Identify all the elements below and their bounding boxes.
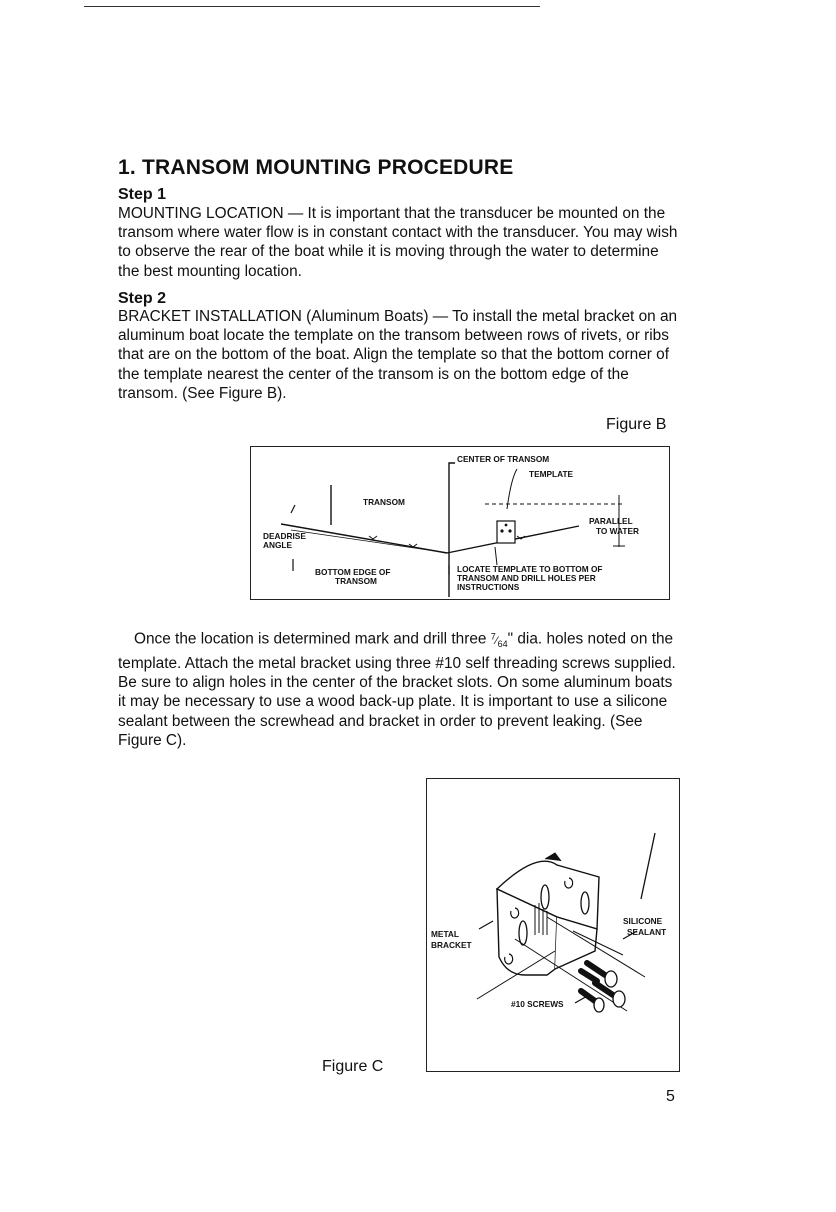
screw (581, 971, 597, 981)
fraction-seven-sixty-fourths: $^7⁄_{64}$ (490, 631, 508, 649)
paragraph-3-part-2: " dia. holes noted on the template. Attach the metal bracket using three #10 self threading screws supplied. Be sure to align holes in the center of the bracket slots. On some aluminum boats it may be necessary to use a wood back-up plate. It is important to use a silicone sealant between the screwhead and bracket in order to prevent leaking. (See Figure C). (118, 630, 676, 749)
deadrise-reference (291, 530, 449, 553)
step-2-heading: Step 2 (118, 290, 167, 307)
label-template: TEMPLATE (529, 469, 574, 479)
step-1-text: MOUNTING LOCATION — It is important that the transducer be mounted on the transom where water flow is in constant contact with the transducer. You may wish to observe the rear of the boat while it is moving through the water to determine the best mounting location. (118, 205, 678, 280)
template-hole (500, 529, 503, 532)
paragraph-3 (118, 627, 678, 750)
label-deadrise: DEADRISE (263, 531, 306, 541)
template-leader (507, 469, 517, 509)
bracket-slot (519, 921, 527, 945)
paragraph-3-part-1: Once the location is determined mark and drill three (134, 630, 491, 648)
sealant-pointer-line (641, 833, 655, 899)
center-of-transom-line (449, 463, 455, 597)
label-screws: #10 SCREWS (511, 999, 564, 1009)
hull-mark (369, 536, 377, 539)
label-bracket: BRACKET (431, 940, 472, 950)
figure-c-drawing (427, 779, 679, 1071)
deadrise-pointer (291, 505, 295, 513)
label-parallel: PARALLEL (589, 516, 633, 526)
label-bottom-edge-1: BOTTOM EDGE OF (315, 567, 391, 577)
bracket-slot (541, 885, 549, 909)
template-hole (508, 529, 511, 532)
figure-b-diagram (250, 446, 670, 600)
step-2-text: BRACKET INSTALLATION (Aluminum Boats) — To install the metal bracket on an aluminum boat locate the template on the transom between rows of rivets, or ribs that are on the bottom of the boat. Align the template so that the bottom corner of the template nearest the center of the transom is on the bottom edge of the transom. (See Figure B). (118, 308, 678, 402)
label-bottom-edge-2: TRANSOM (335, 576, 377, 586)
screws-leader (575, 995, 589, 1003)
label-angle: ANGLE (263, 540, 293, 550)
hull-bottom-left (281, 524, 447, 553)
label-to-water: TO WATER (596, 526, 640, 536)
locate-leader (495, 547, 497, 565)
top-rule (84, 6, 540, 7)
bracket-slot (581, 892, 589, 914)
metal-bracket-leader (479, 921, 493, 929)
page-number: 5 (666, 1088, 675, 1105)
label-sealant: SEALANT (627, 927, 667, 937)
figure-b-drawing (251, 447, 669, 599)
figure-c-caption: Figure C (322, 1058, 384, 1075)
bracket-corner (545, 853, 561, 861)
step-1-heading: Step 1 (118, 186, 167, 203)
fraction-denominator: 64 (497, 638, 508, 649)
label-metal: METAL (431, 929, 459, 939)
label-locate-1: LOCATE TEMPLATE TO BOTTOM OF (457, 564, 603, 574)
label-locate-3: INSTRUCTIONS (457, 582, 520, 592)
template-hole (505, 524, 508, 527)
figure-b-caption: Figure B (606, 416, 667, 433)
fraction-numerator: 7 (490, 631, 496, 641)
figure-c-diagram (426, 778, 680, 1072)
label-silicone: SILICONE (623, 916, 663, 926)
label-center-of-transom: CENTER OF TRANSOM (457, 454, 550, 464)
label-locate-2: TRANSOM AND DRILL HOLES PER (457, 573, 596, 583)
section-title: 1. TRANSOM MOUNTING PROCEDURE (118, 156, 514, 179)
label-transom: TRANSOM (363, 497, 405, 507)
